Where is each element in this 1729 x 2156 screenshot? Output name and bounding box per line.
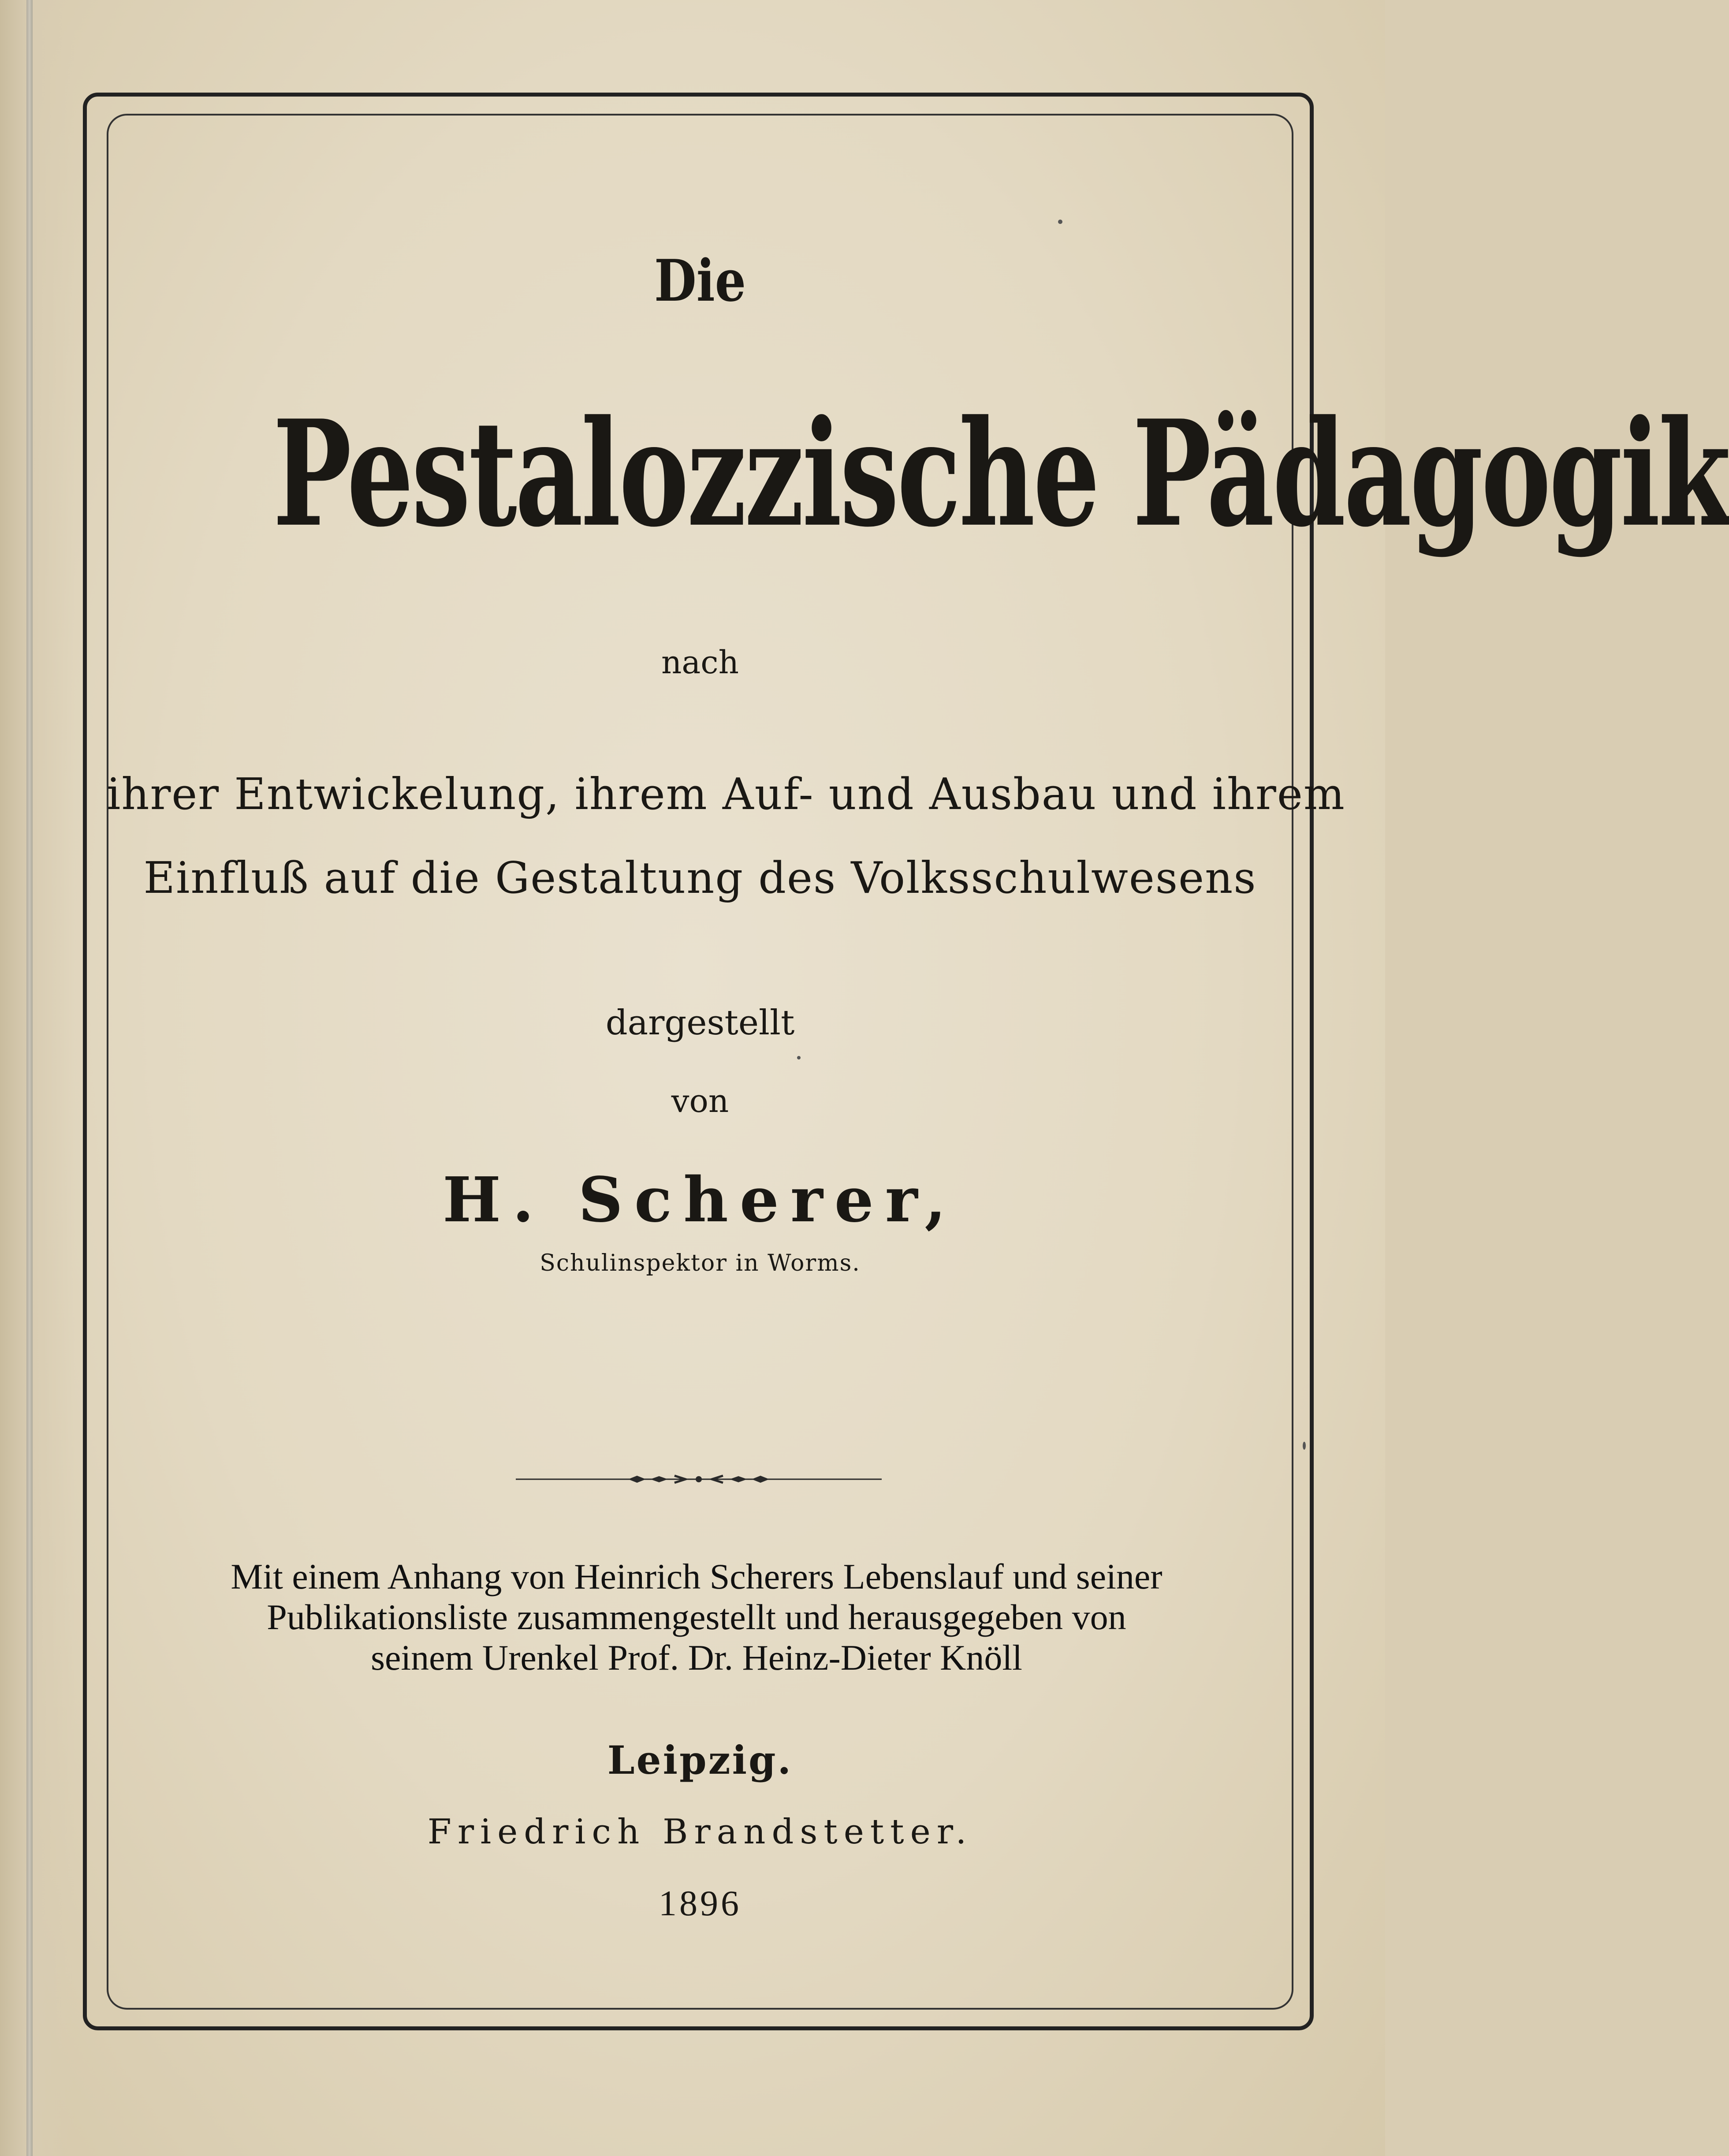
imprint-place: Leipzig.	[607, 1737, 793, 1783]
appendix-line-1: Mit einem Anhang von Heinrich Scherers Lebenslauf und seiner	[231, 1556, 1163, 1596]
subtitle-line-2: Einfluß auf die Gestaltung des Volksschulwesens	[143, 853, 1257, 903]
spine-shadow	[0, 0, 75, 2156]
imprint-year: 1896	[659, 1883, 742, 1923]
title-main: Pestalozzische Pädagogik	[272, 388, 1729, 559]
ornament-divider	[516, 1470, 882, 1488]
presented-label: dargestellt	[605, 1003, 795, 1043]
title-article: Die	[654, 247, 746, 314]
author-name: H. Scherer,	[442, 1164, 958, 1236]
spine-line	[26, 0, 33, 2156]
appendix-line-2: Publikationsliste zusammengestellt und herausgegeben von	[267, 1597, 1126, 1637]
subtitle-preposition: nach	[661, 644, 739, 681]
paper-speck	[797, 1056, 801, 1059]
subtitle-line-1: ihrer Entwickelung, ihrem Auf- und Ausbau und ihrem	[107, 769, 1345, 820]
imprint-publisher: Friedrich Brandstetter.	[427, 1812, 973, 1852]
paper-speck	[1303, 1442, 1306, 1450]
appendix-line-3: seinem Urenkel Prof. Dr. Heinz-Dieter Knöll	[371, 1638, 1022, 1678]
author-position: Schulinspektor in Worms.	[540, 1250, 861, 1276]
by-label: von	[671, 1082, 729, 1119]
paper-speck	[1058, 220, 1062, 224]
